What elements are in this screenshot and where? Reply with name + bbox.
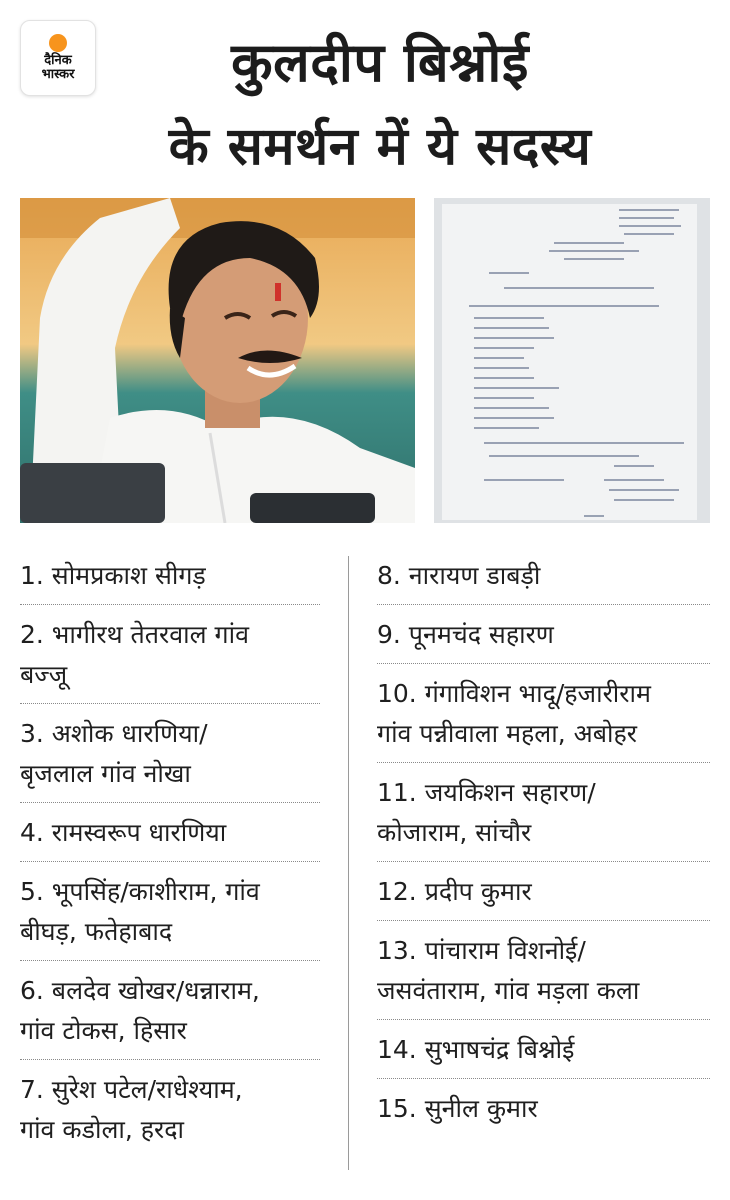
logo-line1: दैनिक [44,53,72,68]
list-item: 7. सुरेश पटेल/राधेश्याम, गांव कडोला, हरदा [20,1075,243,1144]
list-item: 4. रामस्वरूप धारणिया [20,813,320,862]
handwritten-letter-icon [434,198,710,523]
person-photo-icon [20,198,415,523]
page-title-line2: के समर्थन में ये सदस्य [168,117,592,177]
list-item: 1. सोमप्रकाश सीगड़ [20,556,320,605]
list-item: 14. सुभाषचंद्र बिश्नोई [377,1030,710,1079]
sun-icon [49,34,67,52]
list-item: 10. गंगाविशन भादू/हजारीराम गांव पन्नीवाला महला, अबोहर [377,674,710,763]
list-item: 8. नारायण डाबड़ी [377,556,710,605]
dainik-bhaskar-logo [20,20,96,96]
list-item: 13. पांचाराम विशनोई/ जसवंताराम, गांव मड़ला कला [377,931,710,1020]
list-item: 6. बलदेव खोखर/धन्नाराम, गांव टोकस, हिसार [20,971,320,1060]
list-item: 15. सुनील कुमार [377,1094,538,1123]
member-list-left [20,556,320,1168]
page-title-line1: कुलदीप बिश्नोई [231,31,529,94]
person-photo [20,198,415,523]
logo-line2: भास्कर [41,67,75,82]
list-item: 2. भागीरथ तेतरवाल गांव बज्जू [20,615,320,704]
list-item: 9. पूनमचंद सहारण [377,615,710,664]
member-list-right [377,556,710,1147]
list-item: 3. अशोक धारणिया/ बृजलाल गांव नोखा [20,714,320,803]
list-item: 11. जयकिशन सहारण/ कोजाराम, सांचौर [377,773,710,862]
handwritten-letter [434,198,710,523]
column-divider [348,556,349,1170]
list-item: 5. भूपसिंह/काशीराम, गांव बीघड़, फतेहाबाद [20,872,320,961]
list-item: 12. प्रदीप कुमार [377,872,710,921]
